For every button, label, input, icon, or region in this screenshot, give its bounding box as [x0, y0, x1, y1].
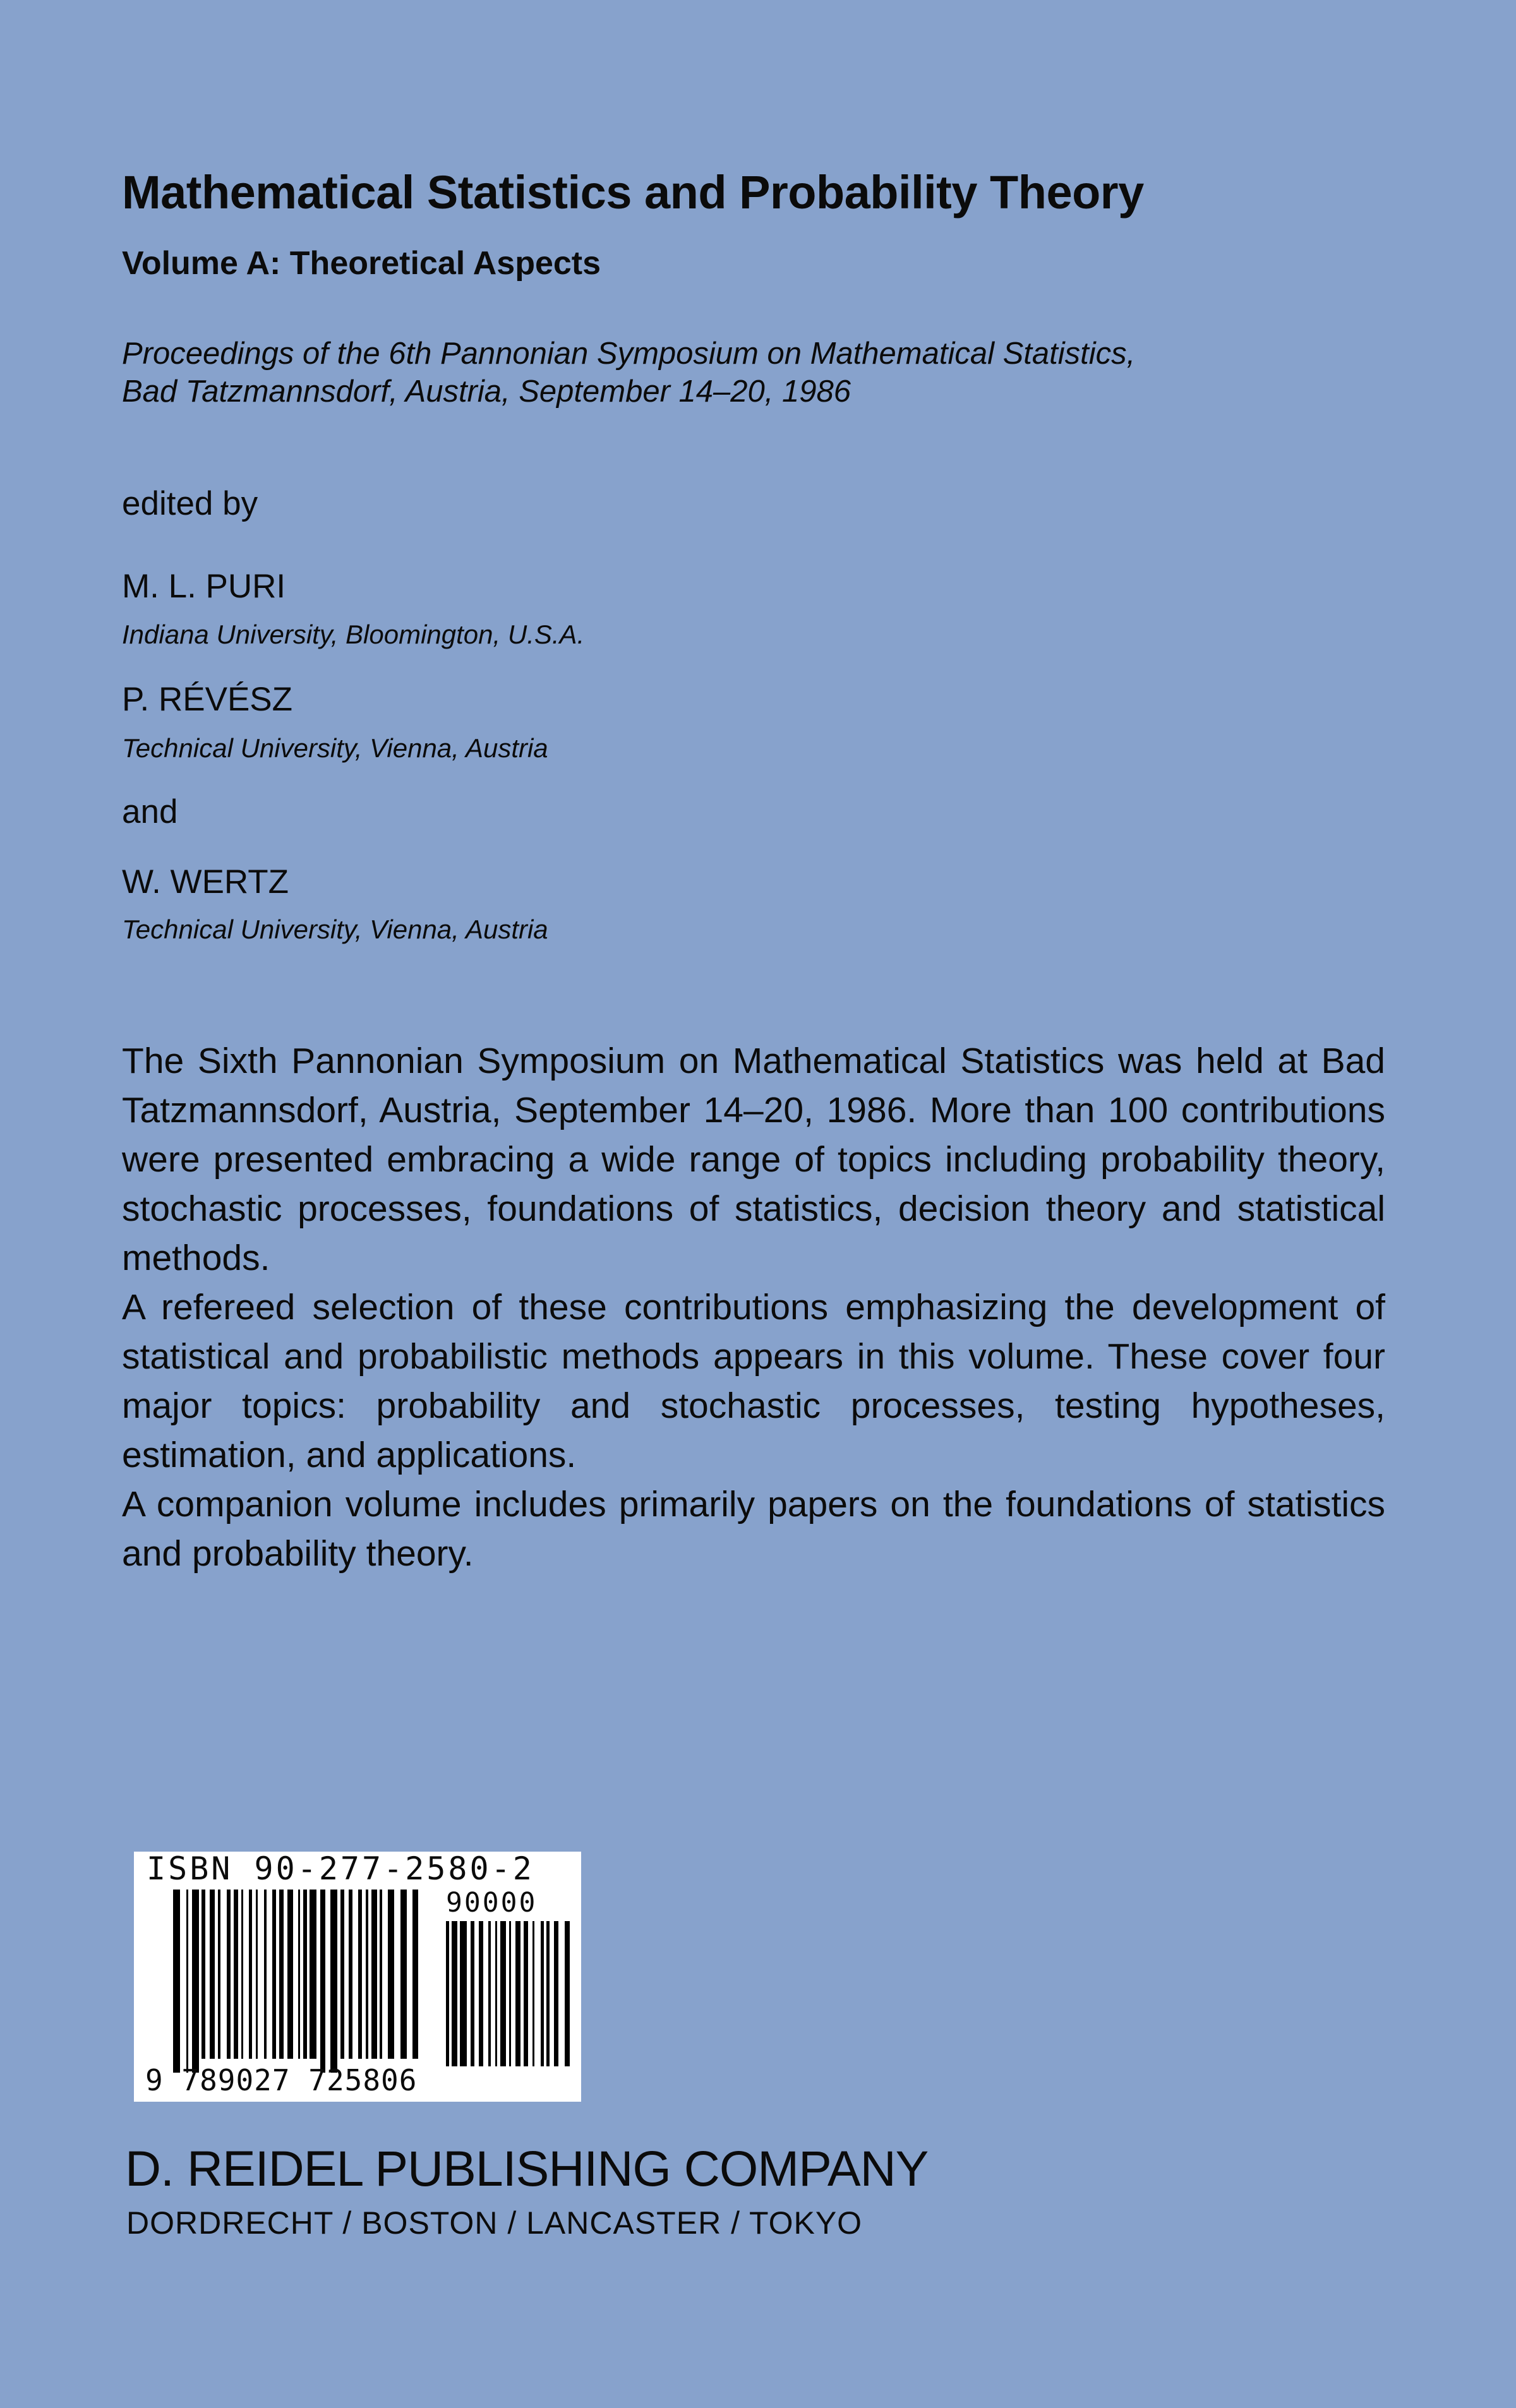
barcode-bar: [298, 1890, 300, 2059]
barcode-bar: [287, 1890, 293, 2059]
barcode-bar: [554, 1921, 558, 2066]
barcode-bar: [349, 1890, 352, 2059]
barcode-bar: [210, 1890, 215, 2059]
barcode-bar: [388, 1890, 394, 2059]
barcode-bar: [320, 1890, 325, 2073]
barcode-bar: [546, 1921, 550, 2066]
isbn-number: ISBN 90-277-2580-2: [147, 1850, 534, 1887]
editor-name-revesz: P. RÉVÉSZ: [122, 681, 293, 718]
barcode-bar: [249, 1890, 252, 2059]
book-subtitle: Volume A: Theoretical Aspects: [122, 245, 601, 282]
barcode-bar: [310, 1890, 316, 2059]
barcode-bar: [371, 1890, 377, 2059]
book-title: Mathematical Statistics and Probability Theory: [122, 166, 1144, 219]
description-paragraph-1: The Sixth Pannonian Symposium on Mathematical Statistics was held at Bad Tatzmannsdorf, Austria, September 14–20, 1986. More than 100 contributions were presented embracing a wide range of topics including probability theory, stochastic processes, foundations of statistics, decision theory and statistical methods.: [122, 1041, 1385, 1278]
barcode-bar: [192, 1890, 199, 2073]
barcode-bar: [256, 1890, 258, 2059]
barcode-bar: [202, 1890, 205, 2059]
barcode-bar: [186, 1890, 188, 2073]
barcode-bar: [241, 1890, 243, 2059]
proceedings-line-2: Bad Tatzmannsdorf, Austria, September 14–20, 1986: [122, 374, 851, 409]
barcode-bar: [515, 1921, 520, 2066]
barcode-bar: [173, 1890, 180, 2073]
barcode-bar: [234, 1890, 238, 2059]
barcode-bar: [400, 1890, 407, 2059]
barcode-bar: [330, 1890, 337, 2073]
publisher-cities: DORDRECHT / BOSTON / LANCASTER / TOKYO: [126, 2205, 863, 2241]
barcode-bar: [366, 1890, 368, 2059]
editor-name-puri: M. L. PURI: [122, 568, 286, 605]
publisher-name: D. REIDEL PUBLISHING COMPANY: [125, 2140, 929, 2196]
barcode-bar: [272, 1890, 276, 2059]
addon-barcode-bars: [443, 1921, 570, 2066]
barcode-bar: [264, 1890, 267, 2059]
editor-affiliation-puri: Indiana University, Bloomington, U.S.A.: [122, 620, 585, 649]
barcode-bar: [452, 1921, 457, 2066]
barcode-bar: [500, 1921, 506, 2066]
barcode-bar: [340, 1890, 344, 2059]
editor-affiliation-revesz: Technical University, Vienna, Austria: [122, 733, 548, 763]
ean-number: 9 789027 725806: [145, 2063, 418, 2097]
barcode-bar: [524, 1921, 528, 2066]
proceedings-info: [122, 335, 1135, 410]
editor-affiliation-wertz: Technical University, Vienna, Austria: [122, 914, 548, 944]
barcode-bar: [479, 1921, 483, 2066]
description-paragraph-2: A refereed selection of these contributions emphasizing the development of statistical and probabilistic methods appears in this volume. These cover four major topics: probability and stochastic processes, testing hypotheses, estimation, and applications.: [122, 1287, 1385, 1475]
barcode-bar: [227, 1890, 231, 2059]
proceedings-line-1: Proceedings of the 6th Pannonian Symposium on Mathematical Statistics,: [122, 337, 1136, 371]
barcode-bar: [412, 1890, 418, 2059]
editor-name-wertz: W. WERTZ: [122, 863, 289, 901]
barcode-bar: [488, 1921, 491, 2066]
barcode-bar: [358, 1890, 362, 2059]
barcode-bar: [446, 1921, 449, 2066]
barcode-bar: [303, 1890, 307, 2059]
barcode-bar: [541, 1921, 544, 2066]
barcode-bar: [509, 1921, 511, 2066]
barcode-bar: [380, 1890, 382, 2059]
barcode-addon-number: 90000: [446, 1887, 538, 1919]
barcode-bar: [495, 1921, 497, 2066]
description-paragraph-3: A companion volume includes primarily papers on the foundations of statistics and probability theory.: [122, 1484, 1385, 1574]
barcode-bar: [218, 1890, 220, 2059]
barcode-bar: [532, 1921, 534, 2066]
edited-by-label: edited by: [122, 485, 258, 522]
barcode-bar: [471, 1921, 474, 2066]
barcode-bar: [279, 1890, 284, 2059]
book-description: [122, 1036, 1385, 1578]
barcode-bar: [565, 1921, 570, 2066]
ean-barcode-bars: [171, 1890, 423, 2073]
barcode-bar: [460, 1921, 467, 2066]
and-label: and: [122, 793, 178, 830]
